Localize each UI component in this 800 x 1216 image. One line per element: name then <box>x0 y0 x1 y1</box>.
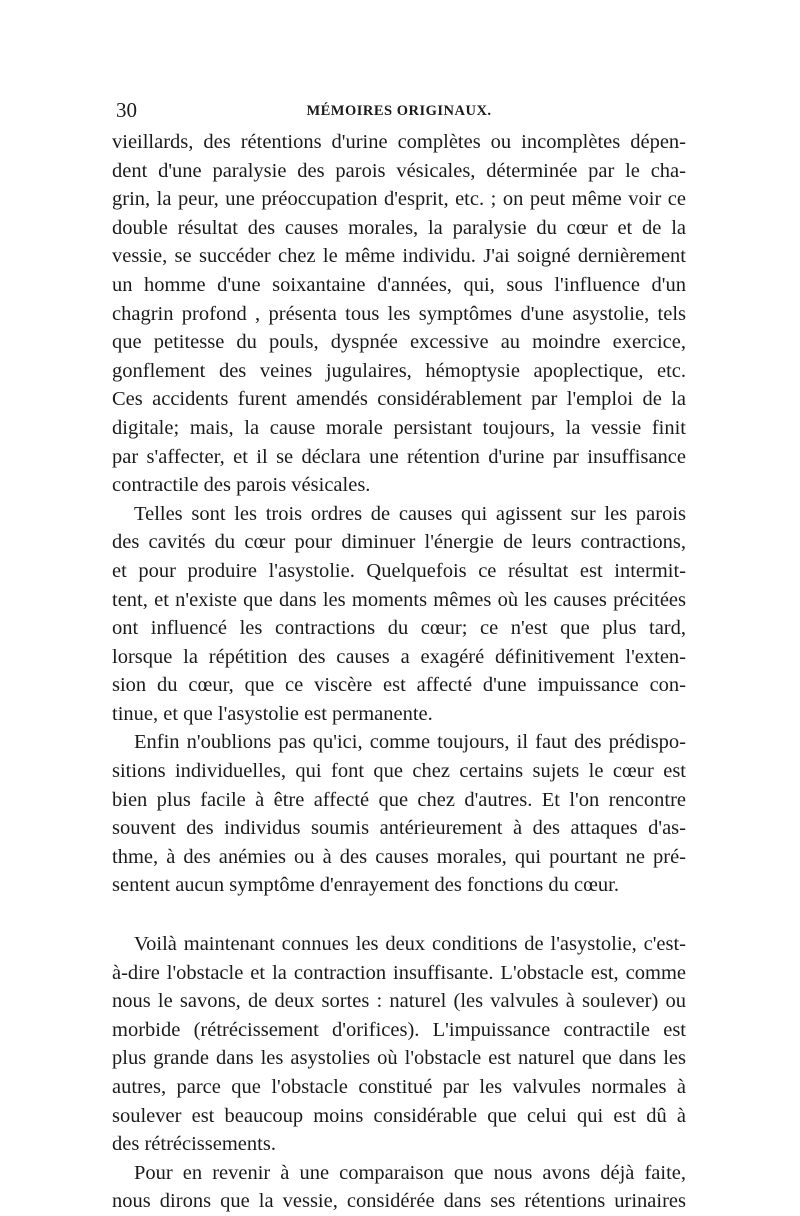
text-line: ont influencé les contractions du cœur; ce n'est que plus tard, <box>112 617 686 640</box>
running-title: MÉMOIRES ORIGINAUX. <box>306 103 492 119</box>
page-number: 30 <box>116 98 137 122</box>
text-line: sion du cœur, que ce viscère est affecté d'une impuissance con- <box>112 674 686 697</box>
text-line: thme, à des anémies ou à des causes morales, qui pourtant ne pré- <box>112 845 686 868</box>
text-line: par s'affecter, et il se déclara une rétention d'urine par insuffisance <box>112 445 686 468</box>
text-line: lorsque la répétition des causes a exagéré définitivement l'exten- <box>112 645 686 668</box>
text-line: et pour produire l'asystolie. Quelquefois ce résultat est intermit- <box>112 559 686 582</box>
book-page <box>112 96 686 1216</box>
text-line: sitions individuelles, qui font que chez certains sujets le cœur est <box>112 760 686 783</box>
paragraph-4 <box>112 930 686 1159</box>
text-line: à-dire l'obstacle et la contraction insuffisante. L'obstacle est, comme <box>112 961 686 984</box>
page-header <box>112 96 686 124</box>
text-line: double résultat des causes morales, la paralysie du cœur et de la <box>112 216 686 239</box>
text-line: grin, la peur, une préoccupation d'esprit, etc. ; on peut même voir ce <box>112 188 686 211</box>
text-line: que petitesse du pouls, dyspnée excessive au moindre exercice, <box>112 331 686 354</box>
text-line: des rétrécissements. <box>112 1133 276 1156</box>
paragraph-3 <box>112 728 686 900</box>
text-line: morbide (rétrécissement d'orifices). L'impuissance contractile est <box>112 1018 686 1041</box>
text-line: nous dirons que la vessie, considérée dans ses rétentions urinaires <box>112 1190 686 1213</box>
text-line: autres, parce que l'obstacle constitué par les valvules normales à <box>112 1076 686 1098</box>
text-line: tent, et n'existe que dans les moments mêmes où les causes précitées <box>112 588 686 611</box>
text-line: Voilà maintenant connues les deux conditions de l'asystolie, c'est- <box>134 933 686 956</box>
text-line: Telles sont les trois ordres de causes qui agissent sur les parois <box>134 502 686 525</box>
text-line: des cavités du cœur pour diminuer l'énergie de leurs contractions, <box>112 531 686 554</box>
text-line: Enfin n'oublions pas qu'ici, comme toujours, il faut des prédispo- <box>134 731 686 754</box>
text-line: dent d'une paralysie des parois vésicales, déterminée par le cha- <box>112 159 686 182</box>
text-line: nous le savons, de deux sortes : naturel (les valvules à soulever) ou <box>112 990 686 1013</box>
text-line: chagrin profond , présenta tous les symptômes d'une asystolie, tels <box>112 302 686 325</box>
text-line: un homme d'une soixantaine d'années, qui, sous l'influence d'un <box>112 273 686 296</box>
text-line: sentent aucun symptôme d'enrayement des fonctions du cœur. <box>112 874 619 897</box>
paragraph-5 <box>112 1159 686 1216</box>
text-line: bien plus facile à être affecté que chez d'autres. Et l'on rencontre <box>112 788 686 811</box>
text-line: digitale; mais, la cause morale persistant toujours, la vessie finit <box>112 416 686 439</box>
text-line: Pour en revenir à une comparaison que nous avons déjà faite, <box>134 1161 686 1184</box>
text-line: gonflement des veines jugulaires, hémoptysie apoplectique, etc. <box>112 359 686 382</box>
text-line: contractile des parois vésicales. <box>112 474 371 497</box>
text-line: souvent des individus soumis antérieurement à des attaques d'as- <box>112 817 686 840</box>
text-line: Ces accidents furent amendés considérablement par l'emploi de la <box>112 388 686 411</box>
section-break <box>112 900 686 930</box>
text-line: soulever est beaucoup moins considérable que celui qui est dû à <box>112 1104 686 1127</box>
text-line: vieillards, des rétentions d'urine complètes ou incomplètes dépen- <box>112 131 686 153</box>
text-line: vessie, se succéder chez le même individu. J'ai soigné dernièrement <box>112 245 686 268</box>
text-line: plus grande dans les asystolies où l'obstacle est naturel que dans les <box>112 1047 686 1070</box>
paragraph-1 <box>112 128 686 500</box>
paragraph-2 <box>112 500 686 729</box>
text-line: tinue, et que l'asystolie est permanente. <box>112 702 433 725</box>
